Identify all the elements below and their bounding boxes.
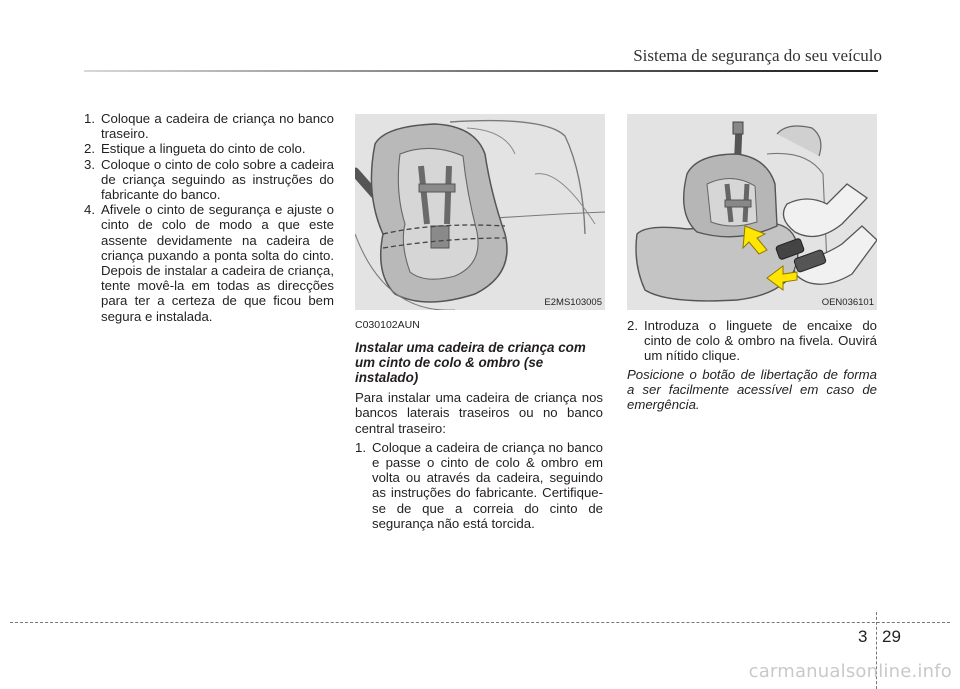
item-text: Afivele o cinto de segurança e ajuste o cinto de colo de modo a que este assente devidamente na cadeira de criança puxando a ponta solta do cinto. Depois de instalar a cadeira de criança, tente movê-la em todas as direcções para ter a certeza de que ficou bem segura e instalada.: [101, 202, 334, 324]
item-text: Estique a lingueta do cinto de colo.: [101, 141, 306, 157]
item-text: Coloque o cinto de colo sobre a cadeira de criança seguindo as instruções do fabricante do banco.: [101, 156, 334, 203]
list-item: [355, 440, 603, 531]
figure-code: E2MS103005: [544, 297, 602, 308]
intro-paragraph: Para instalar uma cadeira de criança nos bancos laterais traseiros ou no banco central traseiro:: [355, 390, 603, 436]
child-seat-belt-illustration: [355, 114, 605, 310]
item-number: 4.: [84, 202, 95, 218]
chapter-number: 3: [858, 627, 868, 646]
middle-column: [355, 318, 603, 531]
left-column: [84, 111, 334, 324]
list-item: [84, 202, 334, 324]
item-text: Coloque a cadeira de criança no banco e passe o cinto de colo & ombro em volta ou através da cadeira, seguindo as instruções do fabricante. Certifique-se de que a correia do cinto de segurança não está torcida.: [372, 439, 603, 531]
item-number: 2.: [84, 141, 95, 157]
page-header-title: Sistema de segurança do seu veículo: [633, 46, 882, 65]
list-item: [627, 318, 877, 364]
section-code: C030102AUN: [355, 319, 420, 331]
item-text: Introduza o linguete de encaixe do cinto de colo & ombro na fivela. Ouvirá um nítido clique.: [644, 318, 877, 364]
watermark: carmanualsonline.info: [748, 661, 952, 682]
buckle-drawing: [627, 114, 877, 310]
footer-rule: [10, 622, 950, 623]
item-number: 2.: [627, 318, 638, 333]
item-number: 1.: [84, 111, 95, 126]
page-number: 29: [882, 627, 901, 646]
item-number: 1.: [355, 439, 366, 455]
section-heading: Instalar uma cadeira de criança com um cinto de colo & ombro (se instalado): [355, 340, 586, 386]
list-item: [84, 111, 334, 141]
header-rule: [84, 70, 878, 72]
list-item: [84, 157, 334, 203]
child-seat-drawing: [355, 114, 605, 310]
right-column: [627, 318, 877, 412]
figure-code: OEN036101: [821, 297, 874, 308]
item-text: Coloque a cadeira de criança no banco traseiro.: [101, 111, 334, 142]
safety-note: Posicione o botão de libertação de forma a ser facilmente acessível em caso de emergência.: [627, 366, 877, 413]
buckle-insertion-illustration: [627, 114, 877, 310]
list-item: [84, 141, 334, 156]
item-number: 3.: [84, 156, 95, 172]
